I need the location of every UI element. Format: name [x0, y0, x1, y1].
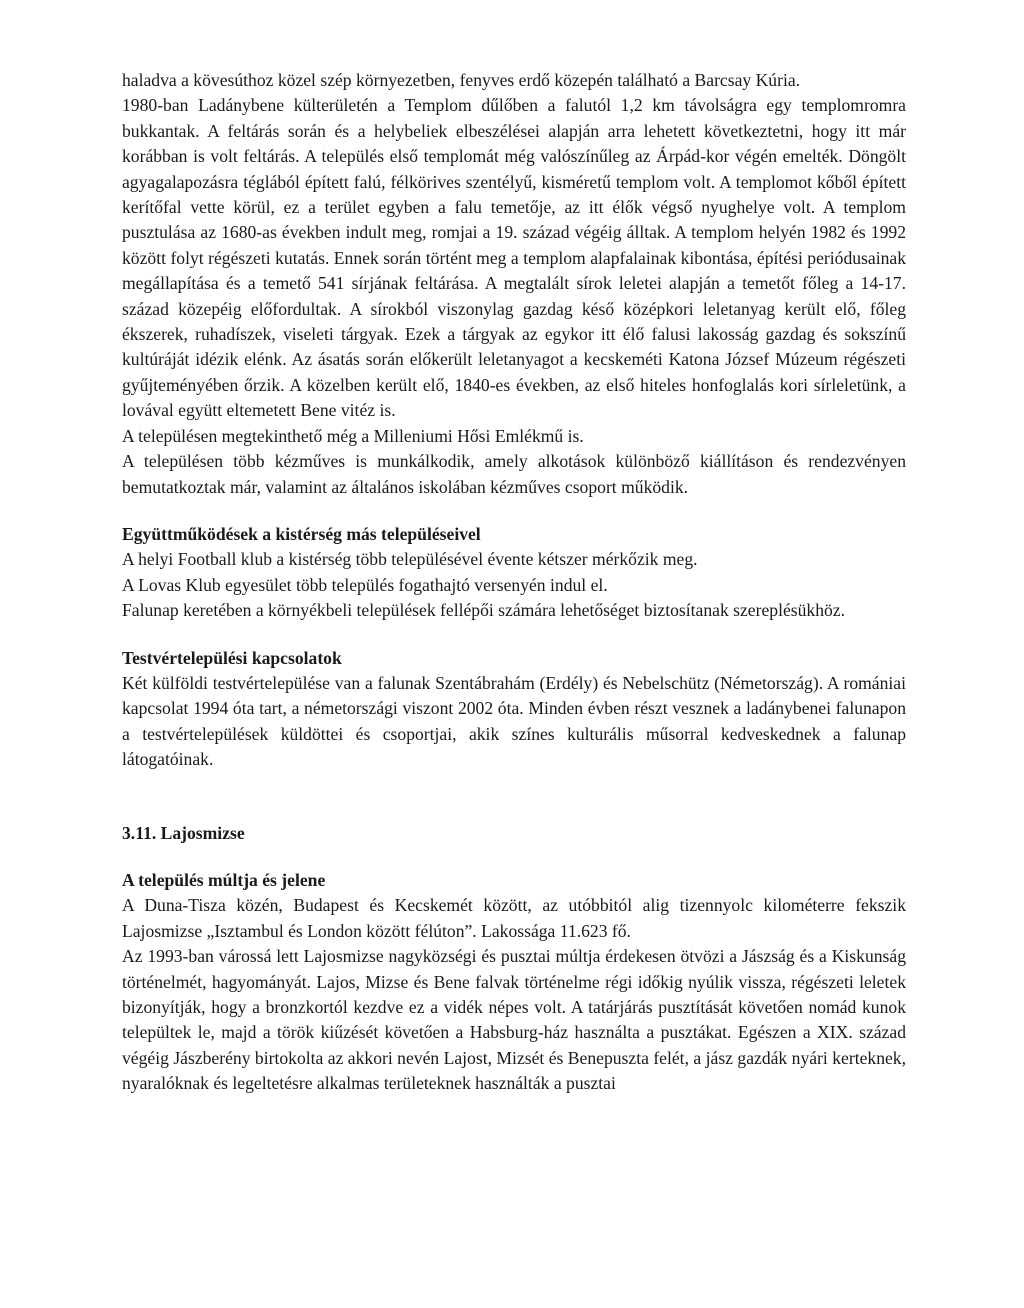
cooperation-paragraph-2: A Lovas Klub egyesület több település fogathajtó versenyén indul el.: [122, 574, 608, 595]
lajosmizse-paragraph-1: A Duna-Tisza közén, Budapest és Kecskemét között, az utóbbitól alig tizennyolc kilométerre fekszik Lajosmizse „Isztambul és London között félúton”. Lakossága 11.623 fő.: [122, 895, 906, 941]
intro-paragraph-3: A településen megtekinthető még a Milleniumi Hősi Emlékmű is.: [122, 425, 584, 446]
spacer: [122, 773, 906, 821]
cooperation-paragraph-1: A helyi Football klub a kistérség több településével évente kétszer mérkőzik meg.: [122, 549, 698, 570]
intro-paragraph-1: haladva a kövesúthoz közel szép környezetben, fenyves erdő közepén található a Barcsay Kúria.: [122, 70, 801, 90]
cooperation-paragraph-3: Falunap keretében a környékbeli települések fellépői számára lehetőséget biztosítanak szereplésükhöz.: [122, 600, 846, 621]
document-page: [122, 68, 906, 1097]
spacer: [122, 500, 906, 522]
chapter-heading: 3.11. Lajosmizse: [122, 822, 245, 843]
subsection-heading: A település múltja és jelene: [122, 869, 326, 890]
intro-paragraph-2: 1980-ban Ladánybene külterületén a Templom dűlőben a falutól 1,2 km távolságra egy templomromra bukkantak. A feltárás során és a helybeliek elbeszélései alapján arra lehetett következtetni, hogy itt már korábban is volt feltárás. A település első templomát még valószínűleg az Árpád-kor végén emelték. Döngölt agyagalapozásra téglából épített falú, félkörives szentélyű, kisméretű templom volt. A templomot kőből épített kerítőfal vette körül, ez a terület egyben a falu temetője, az itt élők végső nyughelye volt. A templom pusztulása az 1680-as években indult meg, romjai a 19. század végéig álltak. A templom helyén 1982 és 1992 között folyt régészeti kutatás. Ennek során történt meg a templom alapfalainak kibontása, építési periódusainak megállapítása és a temető 541 sírjának feltárása. A megtalált sírok leletei alapján a temetőt főleg a 14-17. század közepéig előfordultak. A sírokból viszonylag gazdag késő középkori leletanyag került elő, főleg ékszerek, ruhadíszek, viseleti tárgyak. Ezek a tárgyak az egykor itt élő falusi lakosság gazdag és sokszínű kultúráját idézik elénk. Az ásatás során előkerült leletanyagot a kecskeméti Katona József Múzeum régészeti gyűjteményében őrzik. A közelben került elő, 1840-es években, az első hiteles honfoglalás kori sírleletünk, a lovával együtt eltemetett Bene vitéz is.: [122, 95, 906, 421]
twin-towns-heading: Testvértelepülési kapcsolatok: [122, 647, 342, 668]
intro-paragraph-4: A településen több kézműves is munkálkodik, amely alkotások különböző kiállításon és rendezvényen bemutatkoztak már, valamint az általános iskolában kézműves csoport működik.: [122, 451, 906, 497]
lajosmizse-paragraph-2: Az 1993-ban várossá lett Lajosmizse nagyközségi és pusztai múltja érdekesen ötvözi a Jászság és a Kiskunság történelmét, hagyományát. Lajos, Mizse és Bene falvak történelme régi időkig nyúlik vissza, régészeti leletek bizonyítják, hogy a bronzkortól kezdve ez a vidék népes volt. A tatárjárás pusztítását követően nomád kunok települtek le, majd a török kiűzését követően a Habsburg-ház használta a pusztákat. Egészen a XIX. század végéig Jászberény birtokolta az akkori nevén Lajost, Mizsét és Benepuszta felét, a jász gazdák nyári kerteknek, nyaralóknak és legeltetésre alkalmas területeknek használták a pusztai: [122, 946, 906, 1094]
spacer: [122, 846, 906, 868]
twin-towns-paragraph: Két külföldi testvértelepülése van a falunak Szentábrahám (Erdély) és Nebelschütz (Németország). A romániai kapcsolat 1994 óta tart, a németországi viszont 2002 óta. Minden évben részt vesznek a ladánybenei falunapon a testvértelepülések küldöttei és csoportjai, akik színes kulturális műsorral kedveskednek a falunap látogatóinak.: [122, 672, 906, 770]
cooperation-heading: Együttműködések a kistérség más településeivel: [122, 523, 481, 544]
spacer: [122, 624, 906, 646]
